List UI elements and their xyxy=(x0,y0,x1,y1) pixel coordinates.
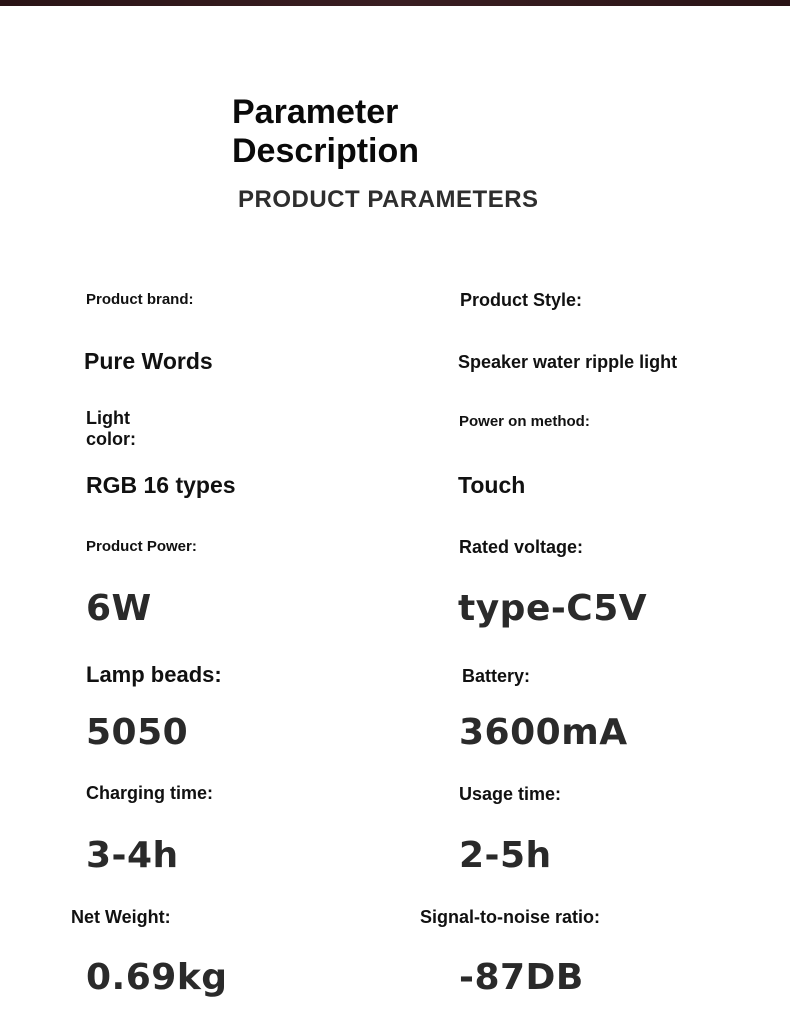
power-method-value: Touch xyxy=(458,472,526,498)
light-color-value: RGB 16 types xyxy=(86,472,236,498)
brand-value: Pure Words xyxy=(84,348,213,374)
usage-time-value: 2-5h xyxy=(459,835,552,876)
battery-label: Battery: xyxy=(462,666,531,686)
style-value: Speaker water ripple light xyxy=(458,352,678,372)
power-value: 6W xyxy=(86,588,152,629)
page-title: Parameter Description xyxy=(232,93,420,170)
net-weight-value: 0.69kg xyxy=(86,957,228,998)
style-label: Product Style: xyxy=(460,290,583,310)
usage-time-label: Usage time: xyxy=(459,784,562,804)
top-border xyxy=(0,0,790,6)
lamp-beads-label: Lamp beads: xyxy=(86,662,222,687)
light-color-label: Light color: xyxy=(86,408,137,449)
net-weight-label: Net Weight: xyxy=(71,907,171,927)
snr-label: Signal-to-noise ratio: xyxy=(420,907,600,927)
page-subtitle: PRODUCT PARAMETERS xyxy=(238,186,539,213)
voltage-label: Rated voltage: xyxy=(459,537,584,557)
snr-value: -87DB xyxy=(459,957,584,998)
lamp-beads-value: 5050 xyxy=(86,712,189,753)
charging-time-label: Charging time: xyxy=(86,783,214,803)
power-label: Product Power: xyxy=(86,538,197,555)
power-method-label: Power on method: xyxy=(459,413,590,430)
brand-label: Product brand: xyxy=(86,291,194,308)
battery-value: 3600mA xyxy=(459,712,628,753)
charging-time-value: 3-4h xyxy=(86,835,179,876)
voltage-value: type-C5V xyxy=(458,588,648,629)
